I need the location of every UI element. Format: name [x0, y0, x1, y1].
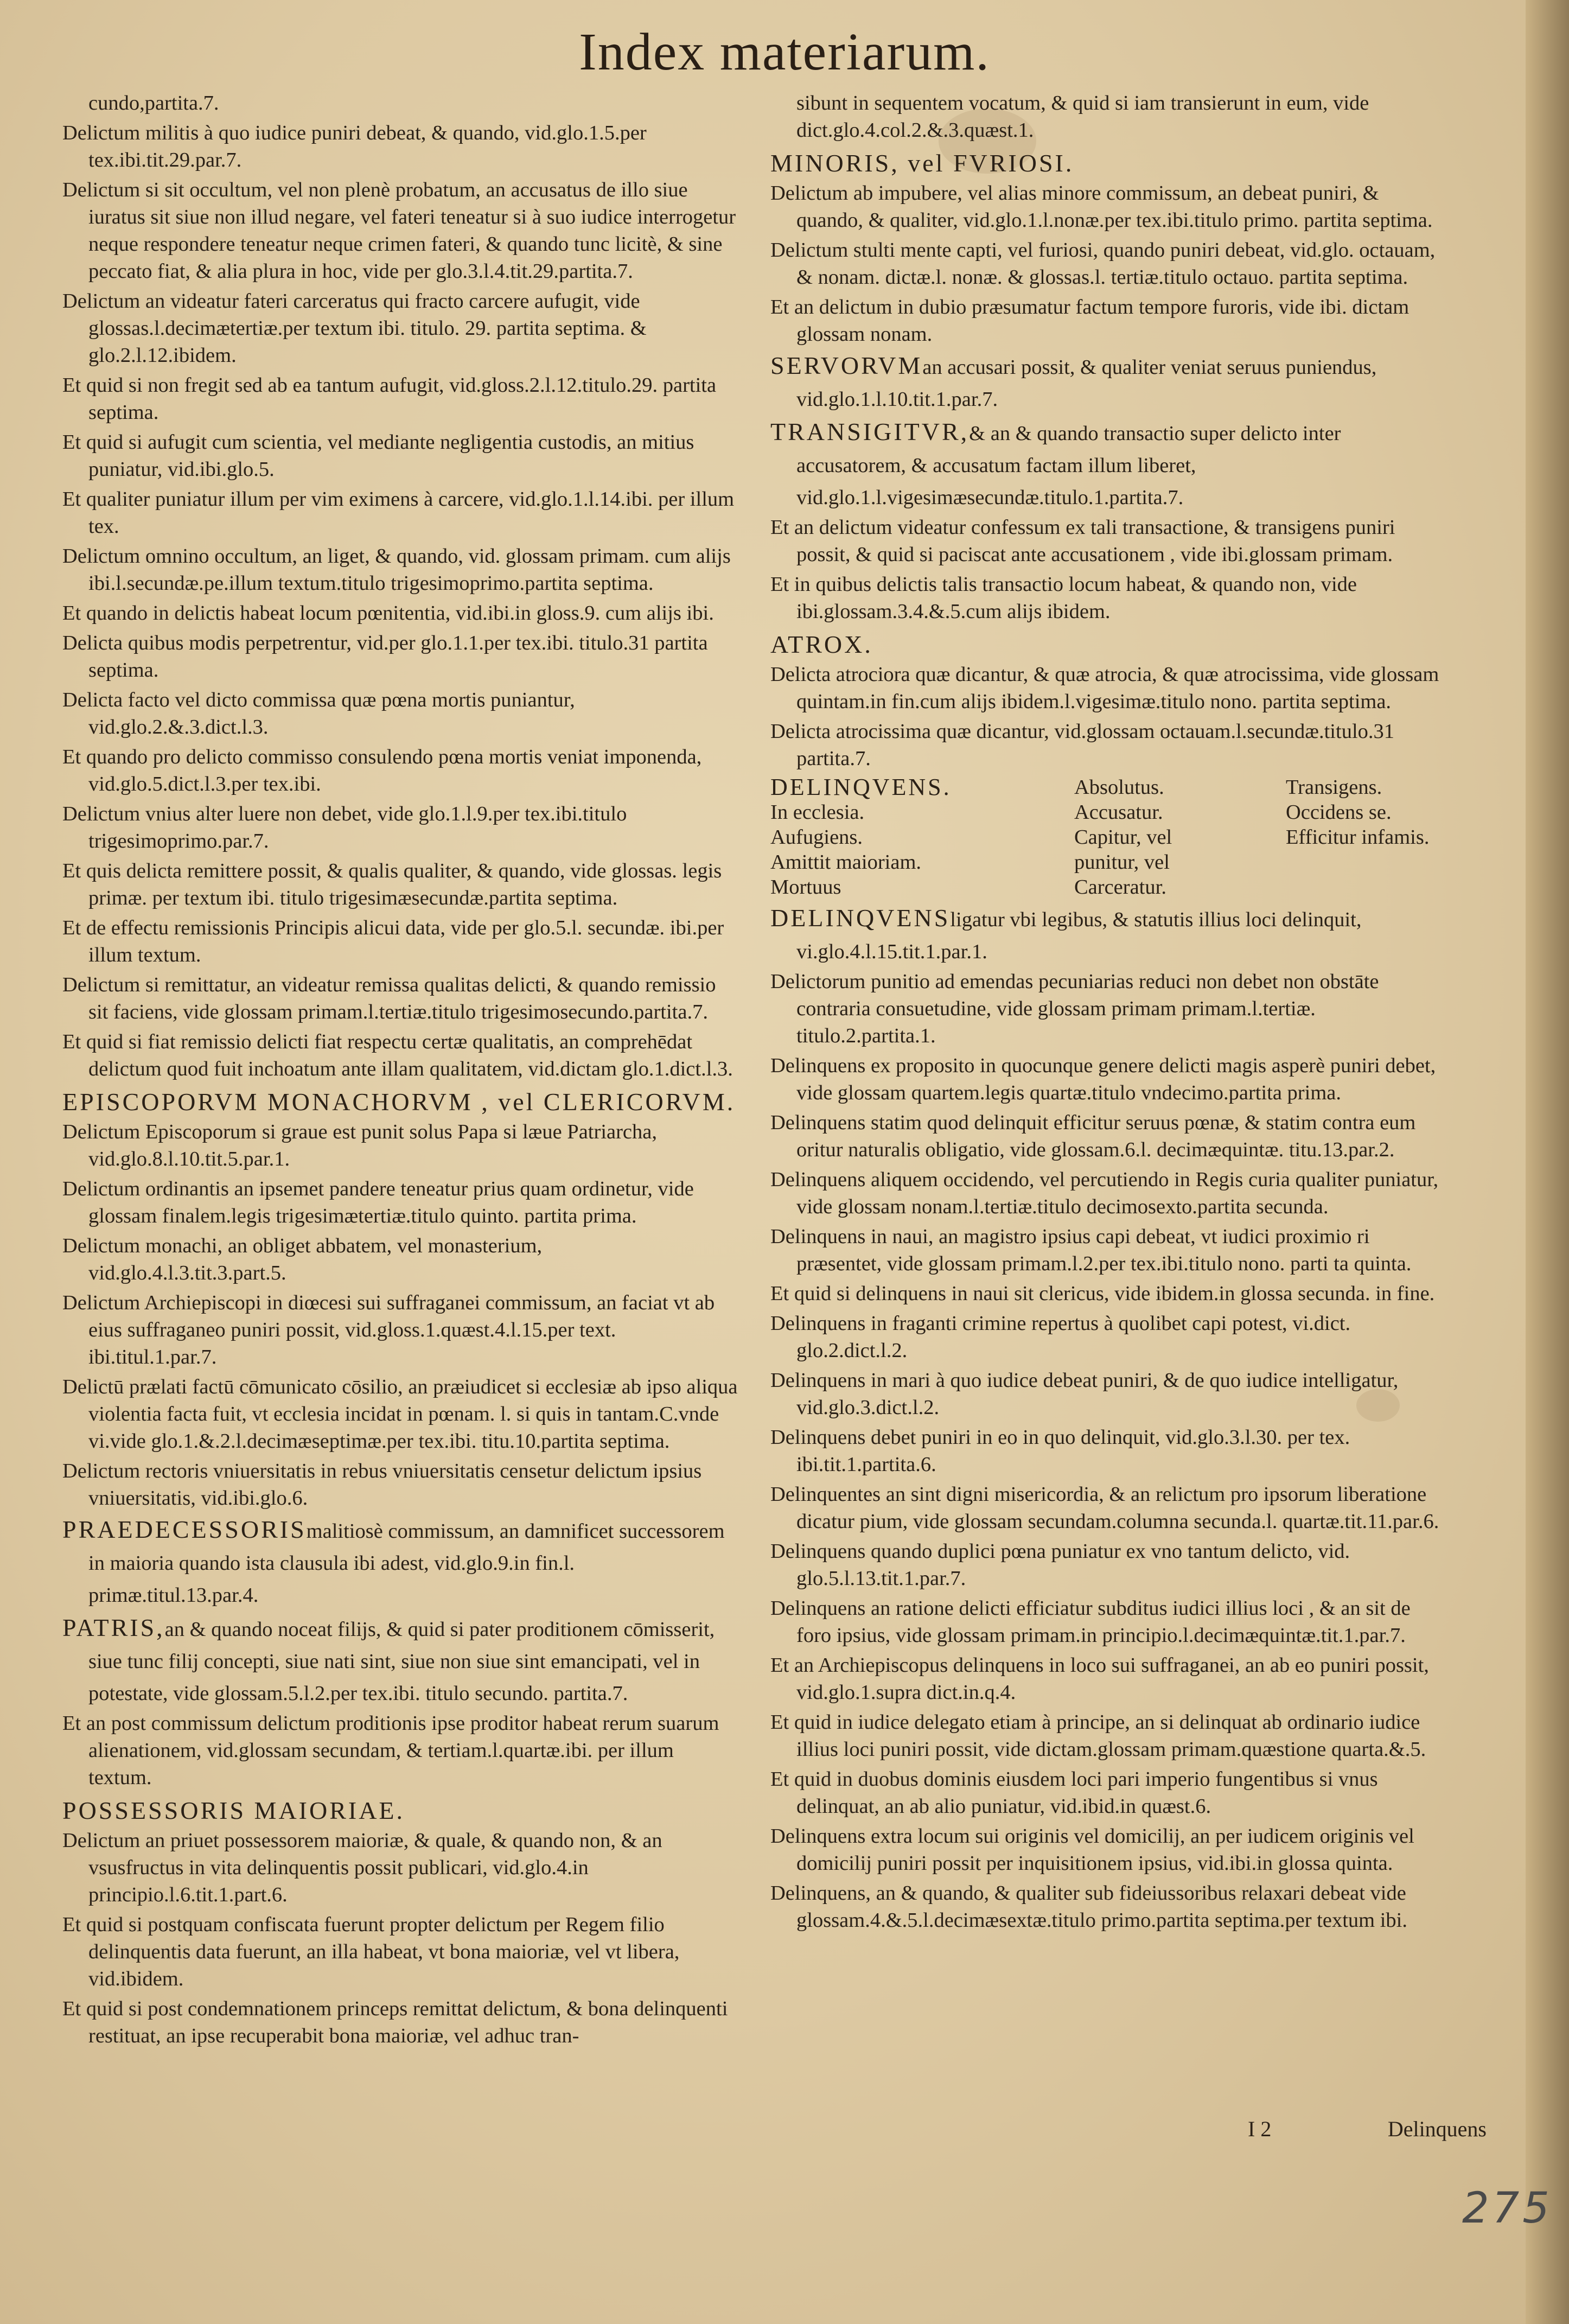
- table-cell: In ecclesia.: [770, 801, 865, 824]
- index-entry: Et quando pro delicto commisso consulendo pœna mortis veniat imponenda, vid.glo.5.dict.l.3.per tex.ibi.: [62, 746, 702, 795]
- index-entry: Delicta facto vel dicto commissa quæ pœna mortis puniantur, vid.glo.2.&.3.dict.l.3.: [62, 689, 575, 738]
- index-entry: Delictum vnius alter luere non debet, vide glo.1.l.9.per tex.ibi.titulo trigesimoprimo.par.7.: [62, 803, 627, 852]
- heading-label: PRAEDECESSORIS: [62, 1516, 307, 1543]
- heading-label: POSSESSORIS MAIORIAE.: [62, 1797, 405, 1824]
- index-entry: Delinquens in mari à quo iudice debeat puniri, & de quo iudice intelligatur, vid.glo.3.dict.l.2.: [770, 1369, 1399, 1419]
- index-entry: Delinquens an ratione delicti efficiatur subditus iudici illius loci , & an sit de foro ipsius, vide glossam primam.in principio.l.decimæquintæ.tit.1.par.7.: [770, 1597, 1411, 1647]
- heading-label: PATRIS,: [62, 1614, 165, 1641]
- running-title: Index materiarum.: [579, 23, 990, 81]
- index-entry: Et quid si non fregit sed ab ea tantum aufugit, vid.gloss.2.l.12.titulo.29. partita septima.: [62, 374, 717, 424]
- index-entry: Et quando in delictis habeat locum pœnitentia, vid.ibi.in gloss.9. cum alijs ibi.: [62, 602, 714, 625]
- index-entry: Delictum si sit occultum, vel non plenè probatum, an accusatus de illo siue iuratus sit siue non illud negare, vel fateri teneatur si à suo iudice interrogetur neque respondere teneatur neque crimen fateri, & quando tunc licitè, & sine peccato fiat, & alia plura in hoc, vide per glo.3.l.4.tit.29.partita.7.: [62, 179, 736, 283]
- index-heading: [62, 1087, 738, 1117]
- heading-label: SERVORVM: [770, 352, 923, 379]
- index-entry: Et quid si fiat remissio delicti fiat respectu certæ qualitatis, an comprehēdat delictum quod fuit inchoatum ante illam qualitatem, vid.dictam glo.1.dict.l.3.: [62, 1030, 733, 1080]
- index-entry: Et quis delicta remittere possit, & qualis qualiter, & quando, vide glossas. legis primæ. per textum ibi. titulo trigesimæsecundæ.partita septima.: [62, 859, 722, 909]
- heading-text: ligatur vbi legibus, & statutis illius loci delinquit, vi.glo.4.l.15.tit.1.par.1.: [796, 908, 1362, 963]
- heading-label: EPISCOPORVM MONACHORVM , vel CLERICORVM.: [62, 1088, 736, 1116]
- index-heading: [770, 417, 1446, 513]
- index-entry: Delinquens debet puniri in eo in quo delinquit, vid.glo.3.l.30. per tex. ibi.tit.1.partita.6.: [770, 1426, 1350, 1476]
- index-entry: sibunt in sequentem vocatum, & quid si iam transierunt in eum, vide dict.glo.4.col.2.&.3.quæst.1.: [796, 92, 1369, 142]
- page-edge: [1526, 0, 1569, 2324]
- index-entry: Delictum an priuet possessorem maioriæ, & quale, & quando non, & an vsusfructus in vita delinquentis possit publicari, vid.glo.4.in principio.l.6.tit.1.part.6.: [62, 1829, 662, 1906]
- index-entry: Et quid in duobus dominis eiusdem loci pari imperio fungentibus si vnus delinquat, an ab alio puniatur, vid.ibid.in quæst.6.: [770, 1768, 1378, 1818]
- index-entry: Delictum si remittatur, an videatur remissa qualitas delicti, & quando remissio sit faciens, vide glossam primam.l.tertiæ.titulo trigesimosecundo.partita.7.: [62, 973, 716, 1023]
- index-entry: Et quid in iudice delegato etiam à principe, an si delinquat ab ordinario iudice illius loci puniri possit, vide dictam.glossam primam.quæstione quarta.&.5.: [770, 1711, 1426, 1761]
- index-entry: Delictum Archiepiscopi in diœcesi sui suffraganei commissum, an faciat vt ab eius suffraganeo puniri possit, vid.gloss.1.quæst.4.l.15.per text. ibi.titul.1.par.7.: [62, 1291, 715, 1368]
- table-cell: Efficitur infamis.: [1286, 826, 1430, 849]
- index-entry: Delictum omnino occultum, an liget, & quando, vid. glossam primam. cum alijs ibi.l.secundæ.pe.illum textum.titulo trigesimoprimo.partita septima.: [62, 545, 731, 595]
- table-cell: Occidens se.: [1286, 801, 1392, 824]
- index-heading: [770, 148, 1446, 179]
- index-entry: Et qualiter puniatur illum per vim eximens à carcere, vid.glo.1.l.14.ibi. per illum tex.: [62, 488, 735, 538]
- heading-text: an & quando noceat filijs, & quid si pater proditionem cōmisserit, siue tunc filij concepti, siue nati sint, siue non siue sint emancipati, vel in potestate, vide glossam.5.l.2.per tex.ibi. titulo secundo. partita.7.: [88, 1618, 715, 1705]
- index-entry: Delinquens quando duplici pœna puniatur ex vno tantum delicto, vid. glo.5.l.13.tit.1.par.7.: [770, 1540, 1350, 1590]
- index-entry: Delinquens statim quod delinquit efficitur seruus pœnæ, & statim contra eum oritur naturalis obligatio, vide glossam.6.l. decimæquintæ. titu.13.par.2.: [770, 1111, 1416, 1161]
- index-entry: Delictum monachi, an obliget abbatem, vel monasterium, vid.glo.4.l.3.tit.3.part.5.: [62, 1234, 543, 1284]
- index-entry: Delictum Episcoporum si graue est punit solus Papa si læue Patriarcha, vid.glo.8.l.10.tit.5.par.1.: [62, 1120, 657, 1170]
- index-entry: Delictum ordinantis an ipsemet pandere teneatur prius quam ordinetur, vide glossam finalem.legis trigesimætertiæ.titulo quinto. partita prima.: [62, 1177, 694, 1227]
- index-entry: Delinquentes an sint digni misericordia, & an relictum pro ipsorum liberatione dicatur pium, vide glossam secundam.columna secunda.l. quartæ.tit.11.par.6.: [770, 1483, 1439, 1533]
- table-cell: Carceratur.: [1074, 876, 1166, 899]
- signature-mark: I 2: [1248, 2117, 1272, 2141]
- heading-text: & an & quando transactio super delicto inter accusatorem, & accusatum factam illum liberet, vid.glo.1.l.vigesimæsecundæ.titulo.1.partita.7.: [796, 422, 1341, 509]
- index-entry: Et an delictum videatur confessum ex tali transactione, & transigens puniri possit, & quid si paciscat ante accusationem , vide ibi.glossam primam.: [770, 516, 1395, 566]
- index-heading: [770, 629, 1446, 660]
- index-entry: Delictum an videatur fateri carceratus qui fracto carcere aufugit, vide glossas.l.decimætertiæ.per textum ibi. titulo. 29. partita septima. & glo.2.l.12.ibidem.: [62, 290, 647, 367]
- index-entry: Delinquens in fraganti crimine repertus à quolibet capi potest, vi.dict. glo.2.dict.l.2.: [770, 1312, 1351, 1362]
- cross-reference-table: [770, 775, 1446, 900]
- index-entry: Delictum stulti mente capti, vel furiosi, quando puniri debeat, vid.glo. octauam, & nonam. dictæ.l. nonæ. & glossas.l. tertiæ.titulo octauo. partita septima.: [770, 239, 1436, 289]
- table-cell: Transigens.: [1286, 776, 1382, 799]
- table-cell: Aufugiens.: [770, 826, 863, 849]
- heading-label: DELINQVENS: [770, 904, 951, 932]
- index-entry: Delinquens ex proposito in quocunque genere delicti magis asperè puniri debet, vide glossam quartem.legis quartæ.titulo vndecimo.partita prima.: [770, 1054, 1436, 1104]
- index-entry: Et de effectu remissionis Principis alicui data, vide per glo.5.l. secundæ. ibi.per illum textum.: [62, 916, 724, 966]
- index-heading: [62, 1795, 738, 1826]
- index-entry: Delictū prælati factū cōmunicato cōsilio, an præiudicet si ecclesiæ ab ipso aliqua violentia facta fuit, vt ecclesia incidat in pœnam. l. si quis in tantam.C.vnde vi.vide glo.1.&.2.l.decimæseptimæ.per tex.ibi. titu.10.partita septima.: [62, 1376, 738, 1453]
- heading-label: TRANSIGITVR,: [770, 418, 970, 445]
- index-entry: cundo,partita.7.: [88, 92, 219, 114]
- catchword: Delinquens: [1387, 2117, 1487, 2141]
- folio-number: 275: [1462, 2184, 1553, 2233]
- index-entry: Et quid si post condemnationem princeps remittat delictum, & bona delinquenti restituat, an ipse recuperabit bona maioriæ, vel adhuc tran-: [62, 1997, 728, 2047]
- index-entry: Et in quibus delictis talis transactio locum habeat, & quando non, vide ibi.glossam.3.4.&.5.cum alijs ibidem.: [770, 573, 1357, 623]
- index-entry: Delictum rectoris vniuersitatis in rebus vniuersitatis censetur delictum ipsius vniuersitatis, vid.ibi.glo.6.: [62, 1460, 702, 1510]
- index-entry: Delinquens aliquem occidendo, vel percutiendo in Regis curia qualiter puniatur, vide glossam nonam.l.tertiæ.titulo decimosexto.partita secunda.: [770, 1168, 1439, 1218]
- index-entry: Delinquens in naui, an magistro ipsius capi debeat, vt iudici proximio ri præsentet, vide glossam primam.l.2.per tex.ibi.titulo nono. parti ta quinta.: [770, 1225, 1412, 1275]
- index-heading: [770, 351, 1446, 415]
- table-cell: [1286, 850, 1449, 875]
- index-entry: Et quid si postquam confiscata fuerunt propter delictum per Regem filio delinquentis data fuerunt, an illa habeat, vt bona maioriæ, vel vt libera, vid.ibidem.: [62, 1913, 680, 1990]
- index-heading: [62, 1514, 738, 1610]
- table-cell: Accusatur.: [1074, 801, 1163, 824]
- index-entry: Et quid si aufugit cum scientia, vel mediante negligentia custodis, an mitius puniatur, vid.ibi.glo.5.: [62, 431, 694, 481]
- left-column: [62, 90, 738, 2052]
- table-cell: Amittit maioriam.: [770, 851, 922, 874]
- index-heading: [62, 1613, 738, 1709]
- heading-label: MINORIS, vel FVRIOSI.: [770, 149, 1074, 177]
- index-entry: Delicta quibus modis perpetrentur, vid.per glo.1.1.per tex.ibi. titulo.31 partita septima.: [62, 632, 708, 682]
- index-entry: Et an Archiepiscopus delinquens in loco sui suffraganei, an ab eo puniri possit, vid.glo.1.supra dict.in.q.4.: [770, 1654, 1429, 1704]
- table-cell: Absolutus.: [1074, 776, 1164, 799]
- table-cell: DELINQVENS.: [770, 774, 952, 800]
- index-entry: Et an post commissum delictum proditionis ipse proditor habeat rerum suarum alienationem, vid.glossam secundam, & tertiam.l.quartæ.ibi. per illum textum.: [62, 1712, 719, 1789]
- index-entry: Delictorum punitio ad emendas pecuniarias reduci non debet non obstāte contraria consuetudine, vide glossam primam primam.l.tertiæ. titulo.2.partita.1.: [770, 970, 1379, 1047]
- table-cell: Capitur, vel: [1074, 826, 1172, 849]
- page-footer: [1248, 2116, 1487, 2142]
- heading-label: ATROX.: [770, 631, 873, 658]
- index-entry: Delictum ab impubere, vel alias minore commissum, an debeat puniri, & quando, & qualiter, vid.glo.1.l.nonæ.per tex.ibi.titulo primo. partita septima.: [770, 182, 1433, 232]
- index-entry: Delicta atrociora quæ dicantur, & quæ atrocia, & quæ atrocissima, vide glossam quintam.in fin.cum alijs ibidem.l.vigesimæ.titulo nono. partita septima.: [770, 663, 1439, 713]
- heading-text: malitiosè commissum, an damnificet successorem in maioria quando ista clausula ibi adest, vid.glo.9.in fin.l. primæ.titul.13.par.4.: [88, 1520, 725, 1607]
- index-entry: Delictum militis à quo iudice puniri debeat, & quando, vid.glo.1.5.per tex.ibi.tit.29.par.7.: [62, 122, 647, 171]
- heading-text: an accusari possit, & qualiter veniat seruus puniendus, vid.glo.1.l.10.tit.1.par.7.: [796, 356, 1377, 411]
- index-entry: Delicta atrocissima quæ dicantur, vid.glossam octauam.l.secundæ.titulo.31 partita.7.: [770, 720, 1395, 770]
- right-column: [770, 90, 1446, 1937]
- table-cell: punitur, vel: [1074, 851, 1170, 874]
- index-entry: Et an delictum in dubio præsumatur factum tempore furoris, vide ibi. dictam glossam nonam.: [770, 296, 1409, 346]
- index-entry: Et quid si delinquens in naui sit clericus, vide ibidem.in glossa secunda. in fine.: [770, 1282, 1435, 1305]
- index-entry: Delinquens extra locum sui originis vel domicilij, an per iudicem originis vel domicilij puniri possit per inquisitionem ipsius, vid.ibi.in glossa quinta.: [770, 1825, 1414, 1875]
- index-entry: Delinquens, an & quando, & qualiter sub fideiussoribus relaxari debeat vide glossam.4.&.5.l.decimæsextæ.titulo primo.partita septima.per textum ibi.: [770, 1882, 1407, 1932]
- index-heading: [770, 903, 1446, 967]
- table-cell: Mortuus: [770, 876, 841, 899]
- table-cell: [1286, 875, 1449, 900]
